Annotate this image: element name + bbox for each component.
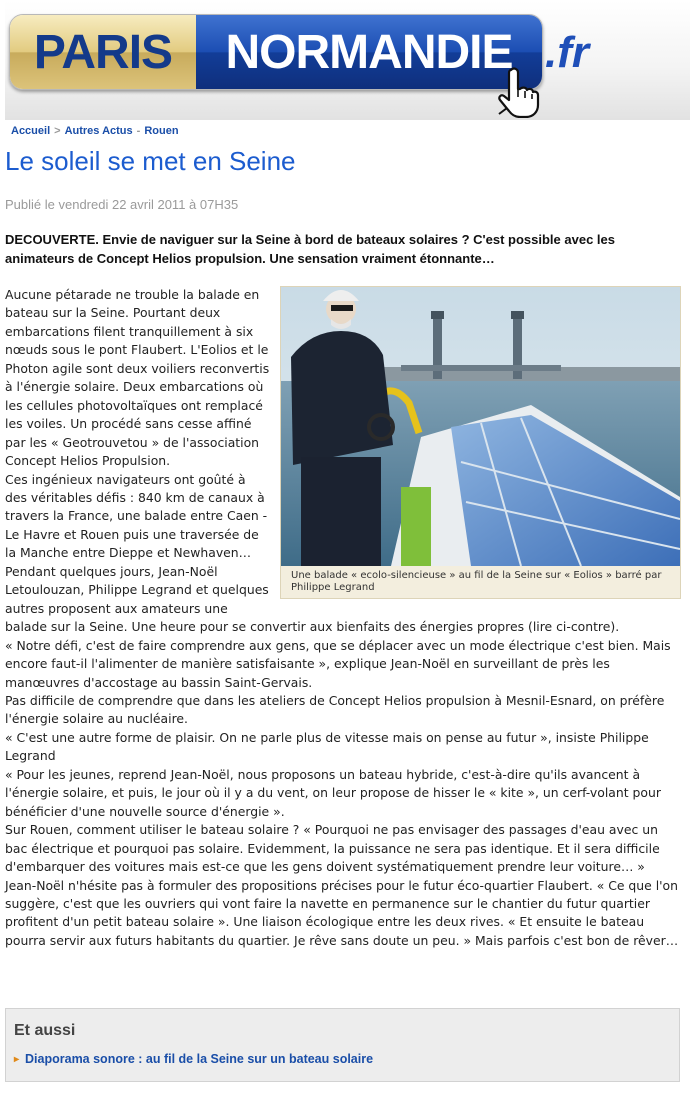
breadcrumb-autres-actus[interactable]: Autres Actus — [64, 125, 133, 137]
related-link-diaporama[interactable] — [14, 1052, 373, 1066]
article-title: Le soleil se met en Seine — [5, 146, 296, 176]
body-paragraph: Pendant quelques jours, Jean-Noël Letoulouzan, Philippe Legrand et quelques autres proposent aux amateurs une balade sur la Seine. Une heure pour se convertir aux bienfaits des énergies propres (lire ci-contre). — [5, 563, 620, 635]
logo-tld-text: .fr — [545, 28, 589, 77]
related-title: Et aussi — [14, 1022, 76, 1039]
body-paragraph: « C'est une autre forme de plaisir. On ne parle plus de vitesse mais on pense au futur », insiste Philippe Legrand — [5, 729, 649, 764]
breadcrumb-separator: > — [54, 125, 61, 137]
related-links-box — [5, 1008, 680, 1082]
body-paragraph: Pas difficile de comprendre que dans les ateliers de Concept Helios propulsion à Mesnil-Esnard, on préfère l'énergie solaire au nucléaire. — [5, 692, 665, 727]
body-paragraph: Ces ingénieux navigateurs ont goûté à des véritables défis : 840 km de canaux à travers la France, une balade entre Caen - Le Havre et Rouen puis une traversée de la Manche entre Dieppe et Newhaven… — [5, 471, 268, 561]
triangle-bullet-icon: ▸ — [14, 1053, 20, 1065]
breadcrumb-rouen[interactable]: Rouen — [144, 125, 179, 137]
body-paragraph: Sur Rouen, comment utiliser le bateau solaire ? « Pourquoi ne pas envisager des passages d'eau avec un bac électrique et pourquoi pas solaire. Evidemment, la puissance ne sera pas identique. Et il sera difficile d'embarquer des voitures mais est-ce que les gens doivent systématiquement prendre leur voiture… » — [5, 822, 660, 875]
related-link-text: Diaporama sonore : au fil de la Seine sur un bateau solaire — [25, 1052, 374, 1066]
logo-normandie-text: NORMANDIE — [196, 15, 542, 89]
site-logo[interactable] — [9, 14, 543, 90]
body-paragraph: Jean-Noël n'hésite pas à formuler des propositions précises pour le futur éco-quartier Flaubert. « Ce que l'on suggère, c'est que les ouvriers qui vont faire la navette en permanence sur le chantier du futur quartier profitent d'un petit bateau solaire ». Une liaison écologique entre les deux rives. « Et ensuite le bateau pourra servir aux futurs habitants du quartier. Je rêve sans doute un peu. » Mais parfois c'est bon de rêver… — [5, 877, 679, 948]
site-header — [5, 0, 690, 120]
article-lead: DECOUVERTE. Envie de naviguer sur la Seine à bord de bateaux solaires ? C'est possible avec les animateurs de Concept Helios propulsion. Une sensation vraiment étonnante… — [5, 232, 615, 266]
article-photo[interactable] — [281, 287, 680, 566]
breadcrumb — [11, 125, 179, 137]
body-paragraph: « Pour les jeunes, reprend Jean-Noël, nous proposons un bateau hybride, c'est-à-dire qu'ils avancent à l'énergie solaire, et puis, le jour où il y a du vent, on leur propose de hisser le « kite », un cerf-volant pour bénéficier d'une nouvelle source d'énergie ». — [5, 766, 661, 819]
pointing-hand-icon — [493, 66, 541, 118]
body-paragraph: Aucune pétarade ne trouble la balade en bateau sur la Seine. Pourtant deux embarcations filent tranquillement à six nœuds sous le pont Flaubert. L'Eolios et le Photon agile sont deux voiliers reconvertis à l'énergie solaire. Deux embarcations où les cellules photovoltaïques ont remplacé les voiles. Un procédé sans cesse affiné par les « Geotrouvetou » de l'association Concept Helios Propulsion. — [5, 287, 270, 469]
publication-date: Publié le vendredi 22 avril 2011 à 07H35 — [5, 197, 239, 212]
body-paragraph: « Notre défi, c'est de faire comprendre aux gens, que se déplacer avec un mode électrique c'est bien. Mais encore faut-il l'alimenter de manière satisfaisante », explique Jean-Noël en surveillant de près les manœuvres d'accostage au bassin Saint-Gervais. — [5, 637, 671, 690]
breadcrumb-home[interactable]: Accueil — [11, 125, 51, 137]
photo-caption: Une balade « ecolo-silencieuse » au fil de la Seine sur « Eolios » barré par Philippe Legrand — [291, 570, 662, 593]
breadcrumb-separator: - — [136, 125, 141, 137]
article-photo-frame — [280, 286, 681, 599]
logo-paris-text: PARIS — [10, 15, 196, 89]
